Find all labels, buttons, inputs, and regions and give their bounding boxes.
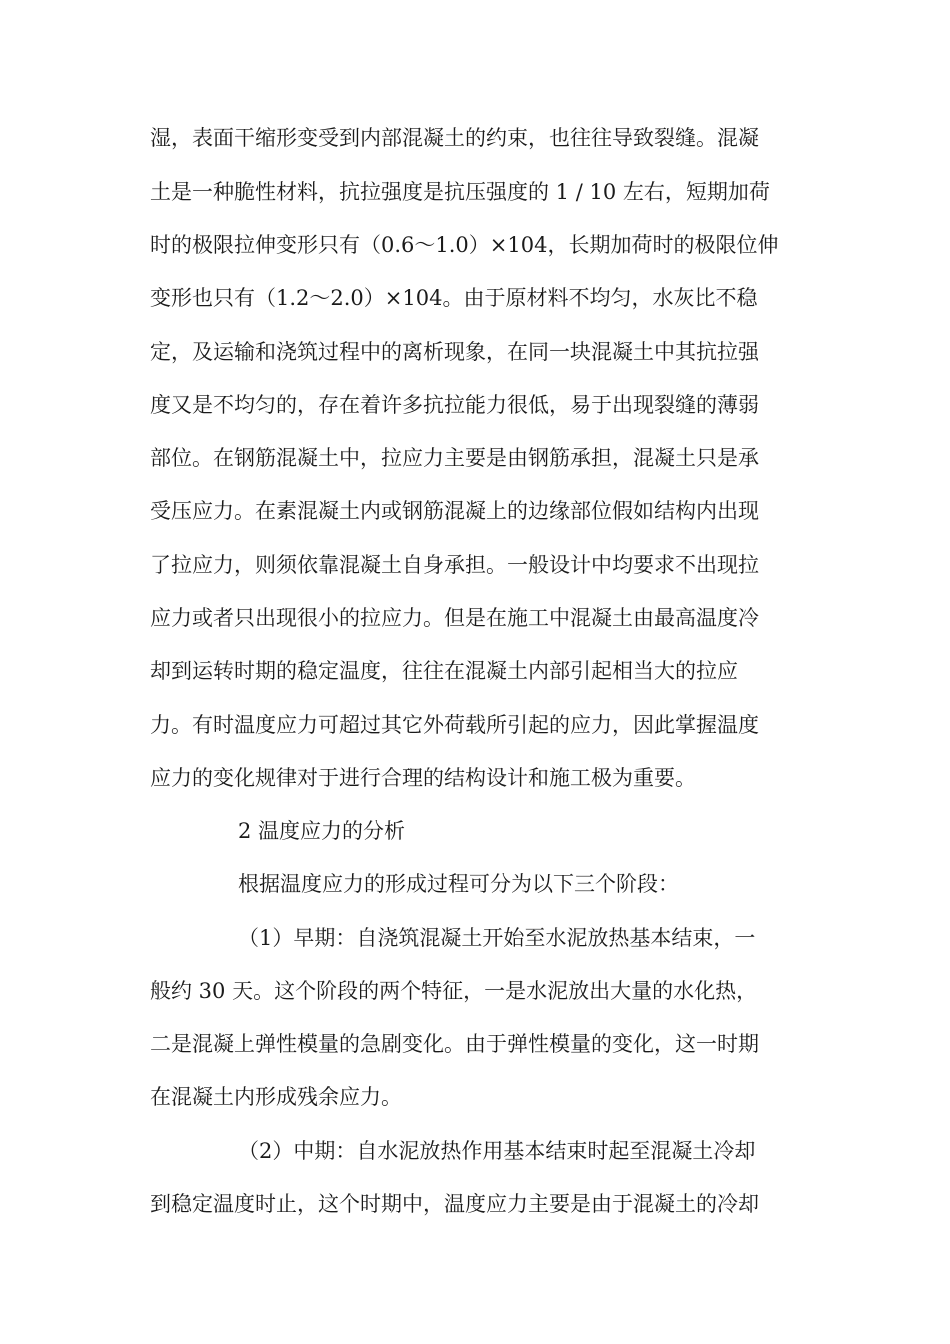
body-line: 应力的变化规律对于进行合理的结构设计和施工极为重要。	[150, 766, 696, 790]
body-line: 变形也只有（1.2～2.0）×104。由于原材料不均匀，水灰比不稳	[150, 286, 758, 310]
body-line: 度又是不均匀的，存在着许多抗拉能力很低，易于出现裂缝的薄弱	[150, 393, 759, 417]
body-line: 根据温度应力的形成过程可分为以下三个阶段：	[238, 872, 679, 896]
body-line: 湿，表面干缩形变受到内部混凝土的约束，也往往导致裂缝。混凝	[150, 126, 759, 150]
body-line: （2）中期：自水泥放热作用基本结束时起至混凝土冷却	[238, 1139, 756, 1163]
body-line: 部位。在钢筋混凝土中，拉应力主要是由钢筋承担，混凝土只是承	[150, 446, 759, 470]
body-line: （1）早期：自浇筑混凝土开始至水泥放热基本结束，一	[238, 926, 756, 950]
body-line: 力。有时温度应力可超过其它外荷载所引起的应力，因此掌握温度	[150, 713, 759, 737]
body-line: 二是混凝上弹性模量的急剧变化。由于弹性模量的变化，这一时期	[150, 1032, 759, 1056]
body-line: 般约 30 天。这个阶段的两个特征，一是水泥放出大量的水化热，	[150, 979, 758, 1003]
body-line: 却到运转时期的稳定温度，往往在混凝土内部引起相当大的拉应	[150, 659, 738, 683]
body-line: 应力或者只出现很小的拉应力。但是在施工中混凝土由最高温度冷	[150, 606, 759, 630]
body-line: 时的极限拉伸变形只有（0.6～1.0）×104，长期加荷时的极限位伸	[150, 233, 779, 257]
body-line: 在混凝土内形成残余应力。	[150, 1085, 402, 1109]
body-line: 受压应力。在素混凝土内或钢筋混凝上的边缘部位假如结构内出现	[150, 499, 759, 523]
body-line: 到稳定温度时止，这个时期中，温度应力主要是由于混凝土的冷却	[150, 1192, 759, 1216]
body-line: 定，及运输和浇筑过程中的离析现象，在同一块混凝土中其抗拉强	[150, 340, 759, 364]
section-heading: 2 温度应力的分析	[238, 819, 406, 843]
body-line: 土是一种脆性材料，抗拉强度是抗压强度的 1 / 10 左右，短期加荷	[150, 180, 770, 204]
body-line: 了拉应力，则须依靠混凝土自身承担。一般设计中均要求不出现拉	[150, 553, 759, 577]
